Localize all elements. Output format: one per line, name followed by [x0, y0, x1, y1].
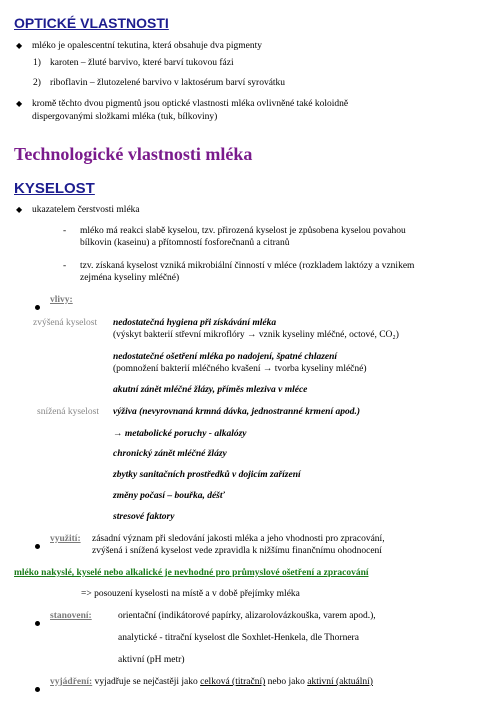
list-number: 2): [33, 78, 41, 88]
dash-marker: -: [63, 226, 67, 236]
text-line: mléko je opalescentní tekutina, která obsahuje dva pigmenty: [32, 41, 263, 51]
bullet-icon: ◆: [16, 41, 23, 50]
text-line: (výskyt bakterií střevní mikroflóry → vznik kyseliny mléčné, octové, CO₂): [113, 330, 399, 340]
text-line: (pomnožení bakterií mléčného kvašení → tvorba kyseliny mléčné): [113, 364, 367, 374]
text-line: → metabolické poruchy - alkalózy: [113, 429, 247, 439]
increased-acidity-label: zvýšená kyselost: [33, 318, 98, 328]
green-highlight-line: mléko nakyslé, kyselé nebo alkalické je nevhodné pro průmyslové ošetření a zpracování: [14, 568, 369, 578]
text-line: nedostatečná hygiena při získávání mléka: [113, 318, 277, 328]
section-title-technological: Technologické vlastnosti mléka: [14, 144, 253, 164]
text-line: mléko má reakci slabě kyselou, tzv. přirozená kyselost je způsobena kyselou povahou: [80, 226, 406, 236]
text-segment: nebo jako: [265, 677, 308, 687]
text-line: výživa (nevyrovnaná krmná dávka, jednostranné krmení apod.): [113, 407, 360, 417]
vlivy-label: vlivy:: [50, 295, 73, 305]
text-line: změny počasí – bouřka, déšť: [113, 491, 225, 501]
text-line: zásadní význam při sledování jakosti mléka a jeho vhodnosti pro zpracování,: [92, 534, 385, 544]
vyjadreni-label: vyjádření:: [50, 677, 93, 687]
section-title-optical: OPTICKÉ VLASTNOSTI: [14, 15, 169, 31]
bullet-dot-icon: [35, 613, 40, 631]
bullet-dot-icon: [35, 679, 40, 697]
text-line: kromě těchto dvou pigmentů jsou optické vlastnosti mléka ovlivněné také koloidně: [32, 99, 349, 109]
text-line: riboflavin – žlutozelené barvivo v laktosérum barví syrovátku: [50, 78, 286, 88]
text-segment-underlined: celková (titrační): [200, 677, 266, 687]
text-line: orientační (indikátorové papírky, alizarolovázkouška, varem apod.),: [118, 611, 376, 621]
text-line: chronický zánět mléčné žlázy: [113, 449, 227, 459]
bullet-icon: ◆: [16, 205, 23, 214]
vyuziti-label: využití:: [50, 534, 81, 544]
decreased-acidity-label: snížená kyselost: [37, 407, 100, 417]
text-line: aktivní (pH metr): [118, 655, 185, 665]
stanoveni-label: stanovení:: [50, 611, 92, 621]
text-line: zvýšená i snížená kyselost vede zpravidla k nižšímu finančnímu ohodnocení: [92, 546, 382, 556]
dash-marker: -: [63, 261, 67, 271]
text-line: karoten – žluté barvivo, které barví tukovou fázi: [50, 58, 234, 68]
bullet-dot-icon: [35, 297, 40, 315]
text-line: zbytky sanitačních prostředků v dojicím zařízení: [113, 470, 301, 480]
bullet-icon: ◆: [16, 99, 23, 108]
text-line: nedostatečné ošetření mléka po nadojení, špatné chlazení: [113, 352, 338, 362]
text-line: akutní zánět mléčné žlázy, příměs mleziva v mléce: [113, 385, 308, 395]
section-title-acidity: KYSELOST: [14, 180, 95, 197]
bullet-dot-icon: [35, 536, 40, 554]
text-line: tzv. získaná kyselost vzniká mikrobiální činností v mléce (rozkladem laktózy a vznikem: [80, 261, 415, 271]
text-segment-underlined: aktivní (aktuální): [307, 677, 373, 687]
list-number: 1): [33, 58, 41, 68]
text-segment: vyjadřuje se nejčastěji jako: [94, 677, 201, 687]
text-line: analytické - titrační kyselost dle Soxhlet-Henkela, dle Thornera: [118, 633, 359, 643]
text-line: => posouzení kyselosti na místě a v době přejímky mléka: [81, 589, 300, 599]
text-line: bílkovin (kaseinu) a přítomností fosforečnanů a citranů: [80, 238, 290, 248]
vyjadreni-line: [50, 676, 373, 688]
text-line: dispergovanými složkami mléka (tuk, bílkoviny): [32, 112, 218, 122]
text-line: zejména kyseliny mléčné): [80, 273, 180, 283]
text-line: stresové faktory: [113, 512, 175, 522]
text-line: ukazatelem čerstvosti mléka: [32, 205, 140, 215]
